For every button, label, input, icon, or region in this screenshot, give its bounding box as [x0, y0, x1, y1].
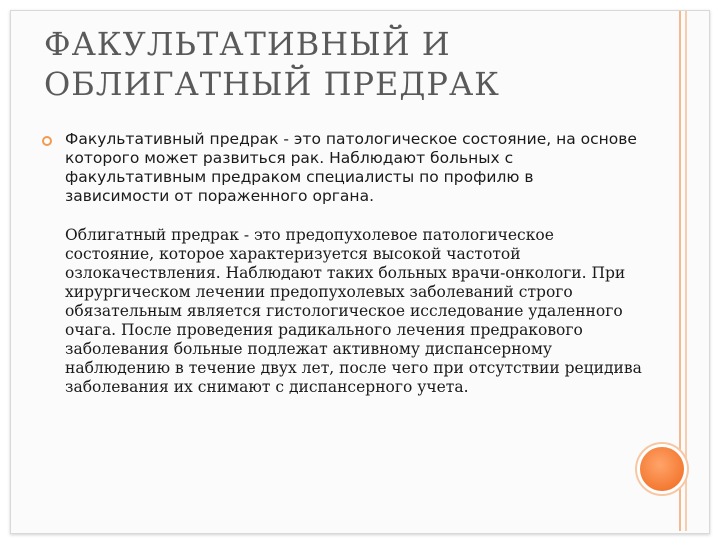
slide-body — [42, 130, 642, 397]
decorative-circle-icon — [640, 447, 684, 491]
slide-title: ФАКУЛЬТАТИВНЫЙ И ОБЛИГАТНЫЙ ПРЕДРАК — [44, 25, 500, 103]
circle-bullet-icon — [42, 136, 52, 146]
paragraph-facultative — [42, 130, 642, 206]
paragraph-obligate-text: Облигатный предрак - это предопухолевое патологическое состояние, которое характеризуется высокой частотой озлокачествления. Наблюдают таких больных врачи-онкологи. При хирургическом лечении предопухолевых заболеваний строго обязательным является гистологическое исследование удаленного очага. После проведения радикального лечения предракового заболевания больные подлежат активному диспансерному наблюдению в течение двух лет, после чего при отсутствии рецидива заболевания их снимают с диспансерного учета. — [65, 226, 642, 396]
right-accent-line — [679, 11, 681, 531]
paragraph-facultative-text: Факультативный предрак - это патологическое состояние, на основе которого может развиться рак. Наблюдают больных с факультативным предраком специалисты по профилю в зависимости от пораженного органа. — [65, 130, 637, 205]
right-accent-line-inner — [685, 11, 687, 531]
paragraph-obligate — [42, 226, 642, 397]
